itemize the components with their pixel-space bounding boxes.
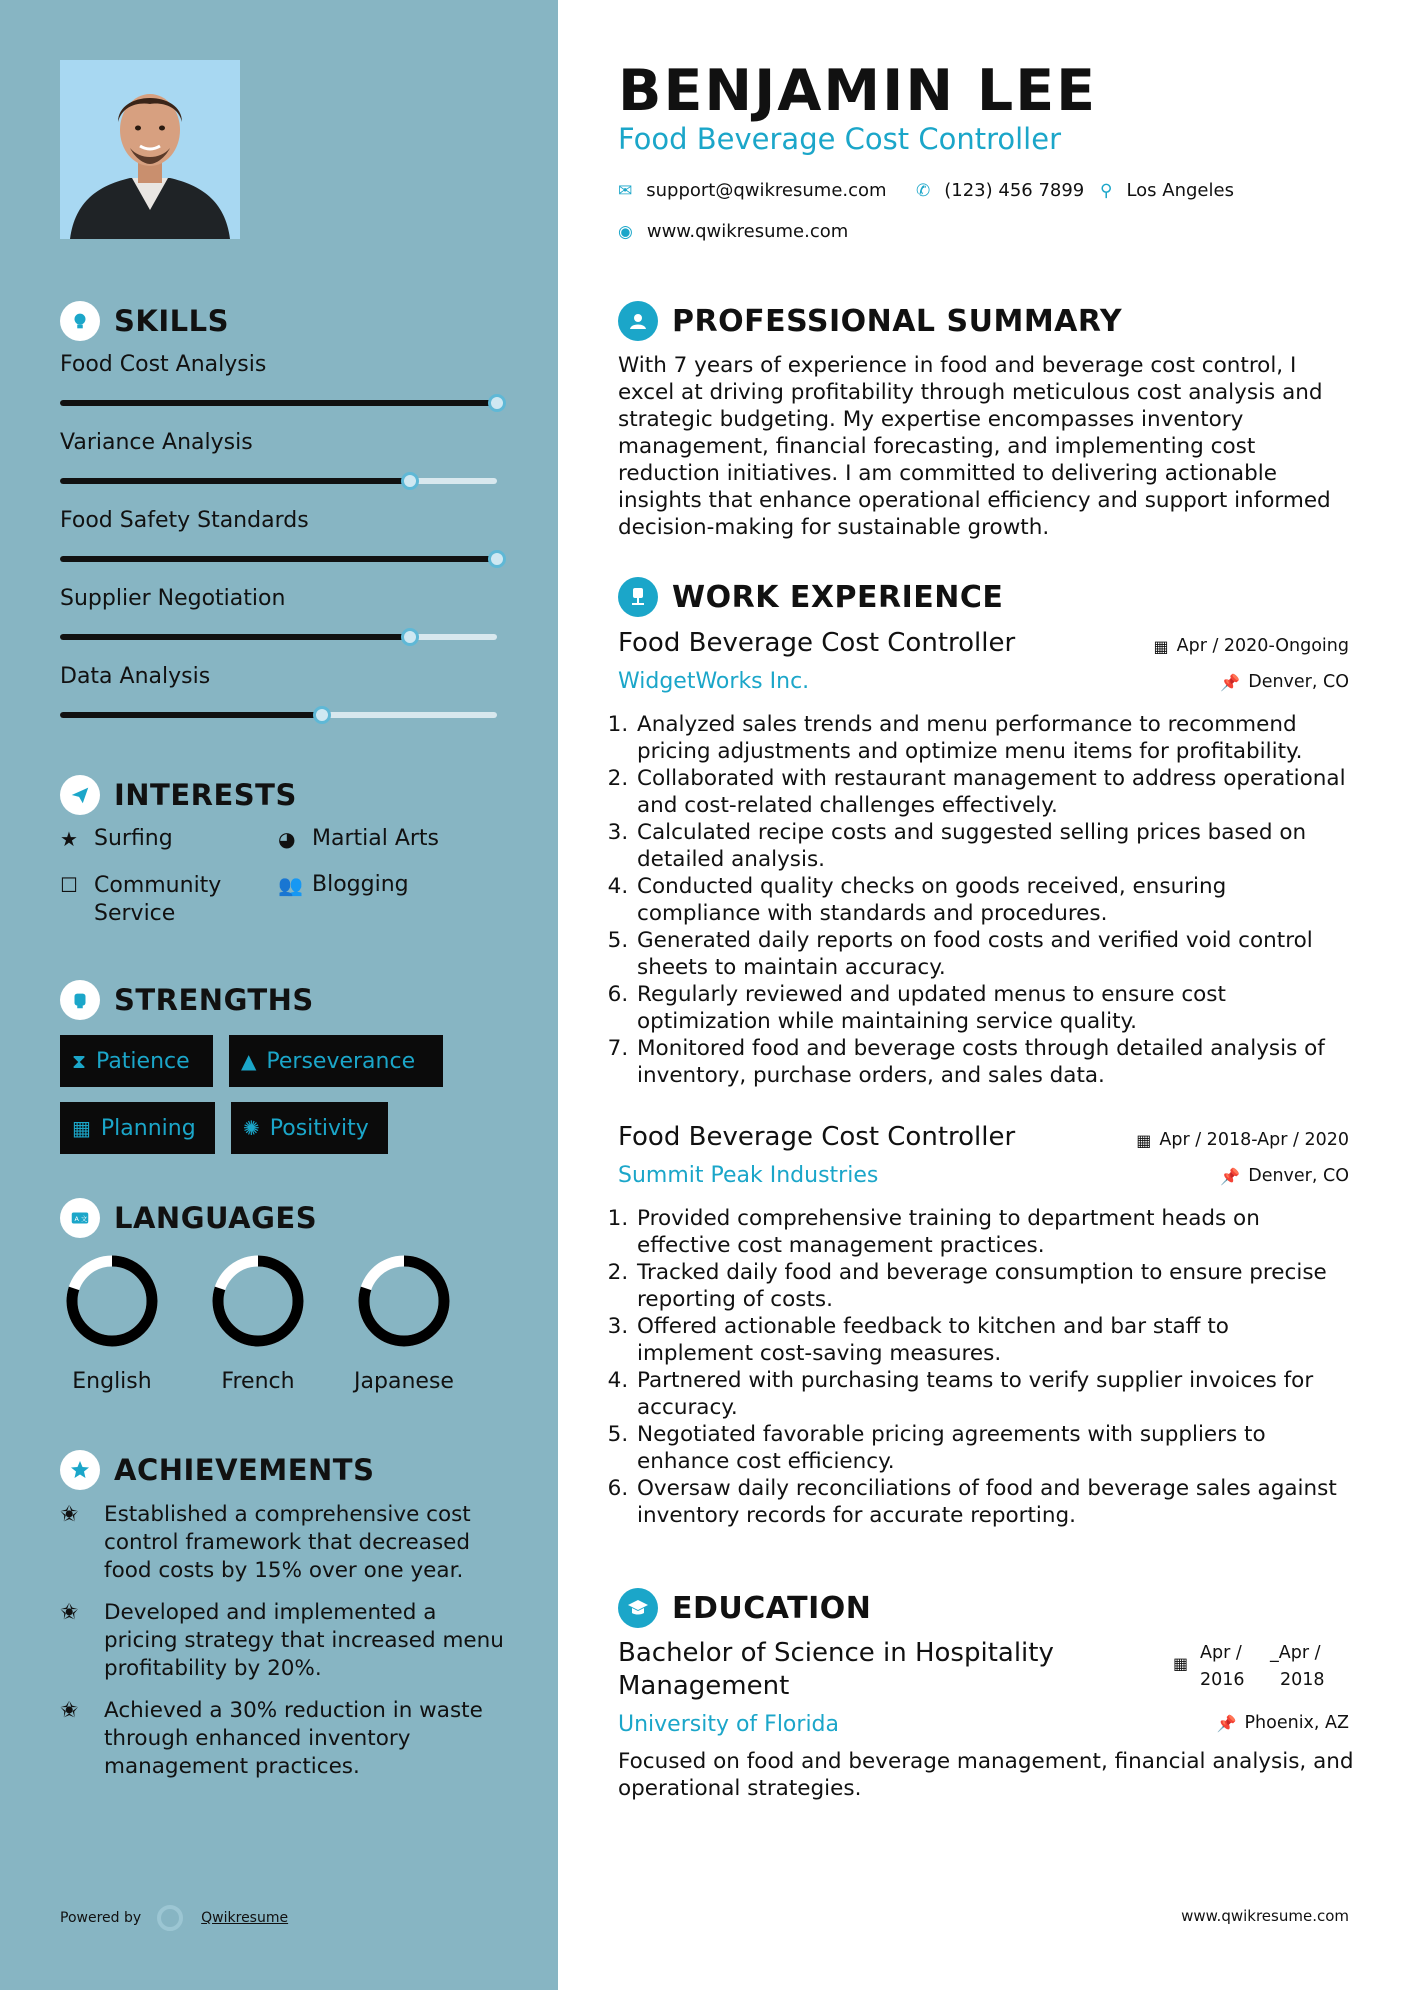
- footer-url[interactable]: www.qwikresume.com: [1181, 1907, 1349, 1925]
- location-text: Los Angeles: [1126, 180, 1234, 201]
- strength-label: Planning: [100, 1115, 196, 1141]
- globe-icon: ◉: [618, 221, 633, 242]
- edu-end-b: 2018: [1280, 1670, 1325, 1690]
- language-ring: [358, 1255, 450, 1347]
- language-card-icon: [60, 1198, 100, 1238]
- calendar-icon: ▦: [1153, 636, 1169, 656]
- duty-item: 6. Oversaw daily reconciliations of food and beverage sales against inventory records for accurate reporting.: [635, 1475, 1350, 1529]
- skill-bar: [60, 556, 497, 562]
- edu-location-text: Phoenix, AZ: [1244, 1713, 1349, 1733]
- achievement-text: Established a comprehensive cost control framework that decreased food costs by 15% over one year.: [104, 1502, 471, 1583]
- powered-by: [60, 1905, 288, 1931]
- edu-start-date: [1200, 1640, 1245, 1694]
- skill-label: Variance Analysis: [60, 430, 253, 455]
- duty-item: 2. Collaborated with restaurant management to address operational and cost-related challenges effectively.: [635, 765, 1350, 819]
- summary-title: PROFESSIONAL SUMMARY: [672, 303, 1123, 339]
- pushpin-icon: 📌: [1216, 1713, 1237, 1733]
- phone-text: (123) 456 7899: [944, 180, 1085, 201]
- job-company: Summit Peak Industries: [618, 1163, 879, 1188]
- language-name: Japanese: [354, 1369, 454, 1394]
- star-icon: ★: [60, 827, 78, 851]
- hand-icon: ☐: [60, 873, 78, 897]
- users-icon: 👥: [278, 873, 303, 897]
- edu-degree: Bachelor of Science in Hospitality Management: [618, 1638, 1054, 1701]
- job-dates: [1153, 636, 1349, 656]
- interest-item: [60, 826, 173, 852]
- strength-badge: [231, 1102, 388, 1154]
- envelope-icon: ✉: [618, 180, 633, 201]
- education-title: EDUCATION: [672, 1590, 872, 1626]
- interest-item: [60, 872, 260, 928]
- graduation-icon: [618, 1588, 658, 1628]
- edu-end-date: [1270, 1640, 1325, 1694]
- contact-phone[interactable]: [916, 180, 1084, 201]
- duty-item: 6. Regularly reviewed and updated menus to ensure cost optimization while maintaining service quality.: [635, 981, 1350, 1035]
- sun-icon: ✺: [243, 1116, 260, 1140]
- calendar-icon: ▦: [72, 1116, 91, 1140]
- website-text: www.qwikresume.com: [646, 221, 849, 242]
- skill-label: Food Safety Standards: [60, 508, 309, 533]
- experience-header: [618, 577, 1003, 617]
- skill-bar: [60, 478, 497, 484]
- user-icon: [618, 301, 658, 341]
- candidate-role: Food Beverage Cost Controller: [618, 122, 1062, 156]
- interest-label: Martial Arts: [312, 826, 440, 851]
- duty-item: 3. Calculated recipe costs and suggested selling prices based on detailed analysis.: [635, 819, 1350, 873]
- summary-header: [618, 301, 1122, 341]
- duty-item: 4. Conducted quality checks on goods received, ensuring compliance with standards and procedures.: [635, 873, 1350, 927]
- trophy-star-icon: ✬: [60, 1698, 79, 1723]
- language-name: French: [221, 1369, 295, 1394]
- calendar-icon: ▦: [1173, 1654, 1189, 1673]
- contact-website[interactable]: [618, 221, 848, 242]
- email-text: support@qwikresume.com: [646, 180, 887, 201]
- strength-badge: [229, 1035, 443, 1087]
- duty-item: 7. Monitored food and beverage costs through detailed analysis of inventory, purchase orders, and sales data.: [635, 1035, 1350, 1089]
- strength-label: Positivity: [269, 1115, 369, 1141]
- job-location: [1220, 1166, 1349, 1186]
- skill-bar: [60, 634, 497, 640]
- sidebar: [0, 0, 558, 1990]
- duty-item: 4. Partnered with purchasing teams to verify supplier invoices for accuracy.: [635, 1367, 1350, 1421]
- achievement-text: Developed and implemented a pricing strategy that increased menu profitability by 20%.: [104, 1600, 504, 1681]
- trophy-star-icon: ✬: [60, 1502, 79, 1527]
- edu-start-a: Apr /: [1200, 1643, 1242, 1663]
- education-header: [618, 1588, 871, 1628]
- office-chair-icon: [618, 577, 658, 617]
- interest-item: [278, 826, 439, 852]
- qwikresume-logo-icon: [157, 1905, 183, 1931]
- phone-icon: ✆: [916, 180, 931, 201]
- summary-text: With 7 years of experience in food and beverage cost control, I excel at driving profitability through meticulous cost analysis and strategic budgeting. My expertise encompasses inventory management, financial forecasting, and implementing cost reduction initiatives. I am committed to delivering actionable insights that enhance operational efficiency and support informed decision-making for sustainable growth.: [618, 353, 1331, 540]
- experience-title: WORK EXPERIENCE: [672, 579, 1004, 615]
- lightbulb-icon: [60, 301, 100, 341]
- job-company: WidgetWorks Inc.: [618, 669, 810, 694]
- interest-label: Blogging: [312, 872, 409, 897]
- fist-icon: [60, 980, 100, 1020]
- pushpin-icon: 📌: [1220, 1166, 1241, 1186]
- pushpin-icon: 📌: [1220, 672, 1241, 692]
- job-dates-text: Apr / 2020-Ongoing: [1176, 636, 1349, 656]
- edu-end-a: _Apr /: [1270, 1643, 1321, 1663]
- skill-bar-fill: [60, 556, 497, 562]
- hourglass-icon: ⧗: [72, 1049, 87, 1073]
- skill-bar-fill: [60, 400, 497, 406]
- job-duties: [610, 711, 1350, 1089]
- calendar-icon: ▦: [1136, 1130, 1152, 1150]
- duty-item: 1. Analyzed sales trends and menu performance to recommend pricing adjustments and optimize menu items for profitability.: [635, 711, 1350, 765]
- skill-label: Data Analysis: [60, 664, 211, 689]
- award-star-icon: [60, 1450, 100, 1490]
- achievement-item: [60, 1697, 510, 1781]
- strengths-header: [60, 980, 314, 1020]
- skill-bar-knob: [313, 706, 331, 724]
- job-dates: [1136, 1130, 1349, 1150]
- job-duties: [610, 1205, 1350, 1529]
- language-name: English: [72, 1369, 152, 1394]
- skill-bar-knob: [488, 394, 506, 412]
- achievement-item: [60, 1501, 510, 1585]
- contact-location: [1100, 180, 1234, 201]
- job-location: [1220, 672, 1349, 692]
- edu-school: University of Florida: [618, 1712, 839, 1737]
- skill-bar: [60, 400, 497, 406]
- interest-label: Community Service: [94, 873, 222, 926]
- achievements-title: ACHIEVEMENTS: [114, 1453, 375, 1487]
- edu-location: [1217, 1713, 1349, 1733]
- contact-email[interactable]: [618, 180, 887, 201]
- skill-bar-knob: [488, 550, 506, 568]
- strength-label: Perseverance: [266, 1048, 416, 1074]
- interest-label: Surfing: [94, 826, 173, 851]
- strength-badge: [60, 1102, 215, 1154]
- languages-title: LANGUAGES: [114, 1201, 318, 1235]
- strength-label: Patience: [96, 1048, 190, 1074]
- job-title: Food Beverage Cost Controller: [618, 1122, 1016, 1152]
- edu-start-b: 2016: [1200, 1670, 1245, 1690]
- achievements-header: [60, 1450, 374, 1490]
- job-dates-text: Apr / 2018-Apr / 2020: [1159, 1130, 1349, 1150]
- trophy-star-icon: ✬: [60, 1600, 79, 1625]
- duty-item: 1. Provided comprehensive training to department heads on effective cost management practices.: [635, 1205, 1350, 1259]
- skill-bar-knob: [401, 628, 419, 646]
- languages-header: [60, 1198, 317, 1238]
- svg-text:A: A: [74, 1214, 79, 1223]
- road-icon: ▲: [241, 1049, 257, 1073]
- interests-header: [60, 775, 297, 815]
- skills-header: [60, 301, 229, 341]
- skill-bar-fill: [60, 478, 410, 484]
- language-ring: [212, 1255, 304, 1347]
- qwikresume-link[interactable]: Qwikresume: [201, 1910, 289, 1926]
- skill-bar-knob: [401, 472, 419, 490]
- candidate-name: BENJAMIN LEE: [618, 58, 1098, 124]
- duty-item: 3. Offered actionable feedback to kitchen and bar staff to implement cost-saving measures.: [635, 1313, 1350, 1367]
- skill-bar: [60, 712, 497, 718]
- map-pin-icon: ⚲: [1100, 180, 1113, 201]
- powered-by-label: Powered by: [60, 1910, 142, 1926]
- paper-plane-icon: [60, 775, 100, 815]
- strength-badge: [60, 1035, 213, 1087]
- duty-item: 2. Tracked daily food and beverage consumption to ensure precise reporting of costs.: [635, 1259, 1350, 1313]
- skill-label: Supplier Negotiation: [60, 586, 286, 611]
- achievement-item: [60, 1599, 510, 1683]
- skills-title: SKILLS: [114, 304, 229, 338]
- interests-title: INTERESTS: [114, 778, 297, 812]
- svg-text:文: 文: [80, 1214, 88, 1223]
- achievement-text: Achieved a 30% reduction in waste through enhanced inventory management practices.: [104, 1698, 483, 1779]
- skill-bar-fill: [60, 712, 322, 718]
- job-title: Food Beverage Cost Controller: [618, 628, 1016, 658]
- profile-photo: [60, 60, 240, 239]
- globe-icon: ◕: [278, 827, 296, 851]
- interest-item: [278, 872, 409, 898]
- duty-item: 5. Negotiated favorable pricing agreements with suppliers to enhance cost efficiency.: [635, 1421, 1350, 1475]
- job-location-text: Denver, CO: [1248, 1166, 1349, 1186]
- job-location-text: Denver, CO: [1248, 672, 1349, 692]
- skill-bar-fill: [60, 634, 410, 640]
- strengths-title: STRENGTHS: [114, 983, 314, 1017]
- language-ring: [66, 1255, 158, 1347]
- duty-item: 5. Generated daily reports on food costs and verified void control sheets to maintain accuracy.: [635, 927, 1350, 981]
- skill-label: Food Cost Analysis: [60, 352, 267, 377]
- edu-description: Focused on food and beverage management, financial analysis, and operational strategies.: [618, 1749, 1354, 1801]
